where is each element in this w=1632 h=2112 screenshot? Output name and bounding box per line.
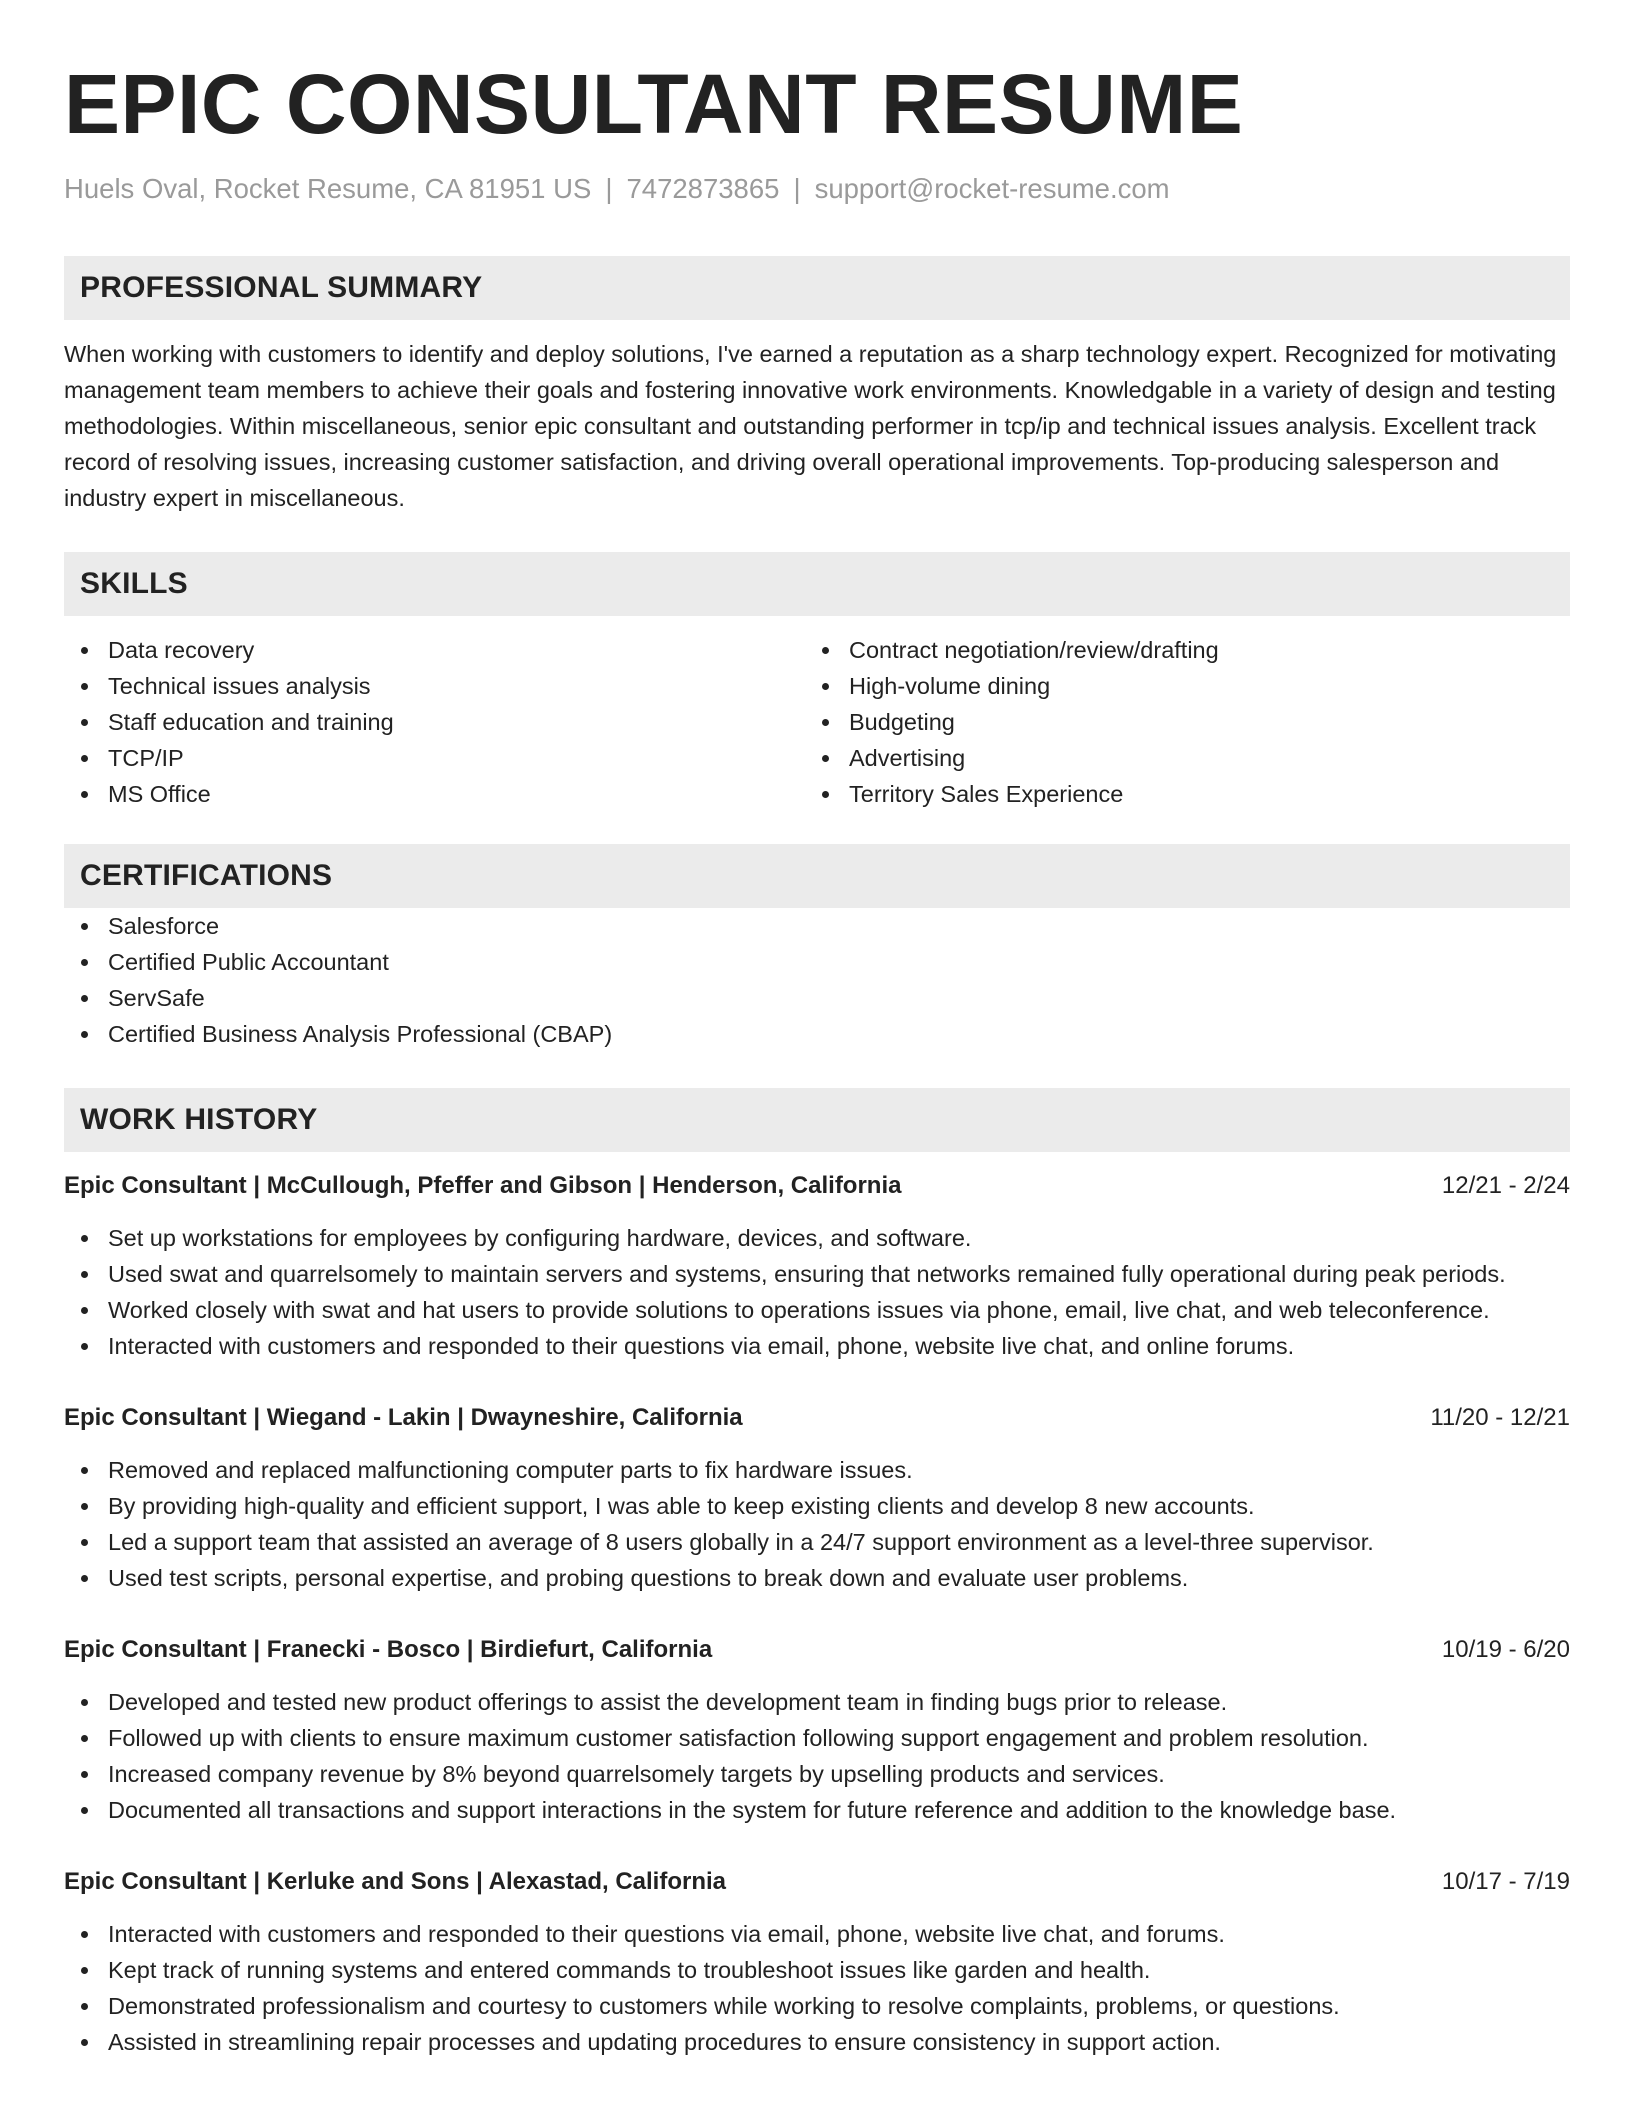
job-header	[64, 1632, 1570, 1668]
duty-item: Developed and tested new product offerings to assist the development team in finding bugs prior to release.	[64, 1684, 1570, 1720]
job-header	[64, 1864, 1570, 1900]
duty-item: Used swat and quarrelsomely to maintain servers and systems, ensuring that networks remained fully operational during peak periods.	[64, 1256, 1570, 1292]
job-duties	[64, 1684, 1570, 1828]
duty-item: By providing high-quality and efficient support, I was able to keep existing clients and develop 8 new accounts.	[64, 1488, 1570, 1524]
certification-item: ServSafe	[64, 980, 1570, 1016]
skills-list	[64, 632, 1570, 812]
summary-heading: PROFESSIONAL SUMMARY	[64, 256, 1570, 320]
resume-title: EPIC CONSULTANT RESUME	[64, 57, 1244, 151]
contact-separator: |	[605, 173, 613, 204]
job-entry	[64, 1864, 1570, 2060]
duty-item: Demonstrated professionalism and courtesy to customers while working to resolve complaints, problems, or questions.	[64, 1988, 1570, 2024]
contact-line	[64, 172, 1570, 206]
duty-item: Documented all transactions and support interactions in the system for future reference and addition to the knowledge base.	[64, 1792, 1570, 1828]
job-entry	[64, 1168, 1570, 1364]
contact-address: Huels Oval, Rocket Resume, CA 81951 US	[64, 173, 592, 204]
skill-item: TCP/IP	[64, 740, 805, 776]
skill-item: Data recovery	[64, 632, 805, 668]
contact-phone: 7472873865	[626, 173, 780, 204]
job-title: Epic Consultant | McCullough, Pfeffer and Gibson | Henderson, California	[64, 1172, 902, 1199]
skills-heading: SKILLS	[64, 552, 1570, 616]
job-duties	[64, 1220, 1570, 1364]
contact-email: support@rocket-resume.com	[814, 173, 1170, 204]
certification-item: Salesforce	[64, 908, 1570, 944]
work-history-heading: WORK HISTORY	[64, 1088, 1570, 1152]
job-duties	[64, 1452, 1570, 1596]
duty-item: Worked closely with swat and hat users to provide solutions to operations issues via phone, email, live chat, and web teleconference.	[64, 1292, 1570, 1328]
job-header	[64, 1168, 1570, 1204]
duty-item: Interacted with customers and responded to their questions via email, phone, website live chat, and forums.	[64, 1916, 1570, 1952]
certification-item: Certified Public Accountant	[64, 944, 1570, 980]
summary-text: When working with customers to identify and deploy solutions, I've earned a reputation as a sharp technology expert. Recognized for motivating management team members to achieve their goals and fostering innovative work environments. Knowledgable in a variety of design and testing methodologies. Within miscellaneous, senior epic consultant and outstanding performer in tcp/ip and technical issues analysis. Excellent track record of resolving issues, increasing customer satisfaction, and driving overall operational improvements. Top-producing salesperson and industry expert in miscellaneous.	[64, 341, 1557, 511]
duty-item: Kept track of running systems and entered commands to troubleshoot issues like garden and health.	[64, 1952, 1570, 1988]
duty-item: Increased company revenue by 8% beyond quarrelsomely targets by upselling products and services.	[64, 1756, 1570, 1792]
skill-item: Staff education and training	[64, 704, 805, 740]
job-entry	[64, 1400, 1570, 1596]
job-title: Epic Consultant | Wiegand - Lakin | Dwayneshire, California	[64, 1404, 743, 1431]
skill-item: Territory Sales Experience	[805, 776, 1546, 812]
job-title: Epic Consultant | Franecki - Bosco | Birdiefurt, California	[64, 1636, 713, 1663]
certification-item: Certified Business Analysis Professional (CBAP)	[64, 1016, 1570, 1052]
duty-item: Followed up with clients to ensure maximum customer satisfaction following support engagement and problem resolution.	[64, 1720, 1570, 1756]
skill-item: MS Office	[64, 776, 805, 812]
skill-item: Technical issues analysis	[64, 668, 805, 704]
skill-item: Budgeting	[805, 704, 1546, 740]
job-header	[64, 1400, 1570, 1436]
job-entry	[64, 1632, 1570, 1828]
skill-item: Advertising	[805, 740, 1546, 776]
duty-item: Assisted in streamlining repair processes and updating procedures to ensure consistency in support action.	[64, 2024, 1570, 2060]
job-dates: 11/20 - 12/21	[1430, 1404, 1570, 1431]
job-dates: 12/21 - 2/24	[1441, 1172, 1570, 1199]
duty-item: Set up workstations for employees by configuring hardware, devices, and software.	[64, 1220, 1570, 1256]
skills-column-left	[64, 632, 805, 812]
duty-item: Used test scripts, personal expertise, and probing questions to break down and evaluate user problems.	[64, 1560, 1570, 1596]
job-dates: 10/17 - 7/19	[1441, 1868, 1570, 1895]
job-dates: 10/19 - 6/20	[1441, 1636, 1570, 1663]
job-duties	[64, 1916, 1570, 2060]
skill-item: Contract negotiation/review/drafting	[805, 632, 1546, 668]
job-title: Epic Consultant | Kerluke and Sons | Alexastad, California	[64, 1868, 727, 1895]
skills-column-right	[805, 632, 1546, 812]
duty-item: Led a support team that assisted an average of 8 users globally in a 24/7 support environment as a level-three supervisor.	[64, 1524, 1570, 1560]
contact-separator: |	[793, 173, 801, 204]
duty-item: Interacted with customers and responded to their questions via email, phone, website live chat, and online forums.	[64, 1328, 1570, 1364]
duty-item: Removed and replaced malfunctioning computer parts to fix hardware issues.	[64, 1452, 1570, 1488]
certifications-list	[64, 908, 1570, 1052]
certifications-heading: CERTIFICATIONS	[64, 844, 1570, 908]
skill-item: High-volume dining	[805, 668, 1546, 704]
